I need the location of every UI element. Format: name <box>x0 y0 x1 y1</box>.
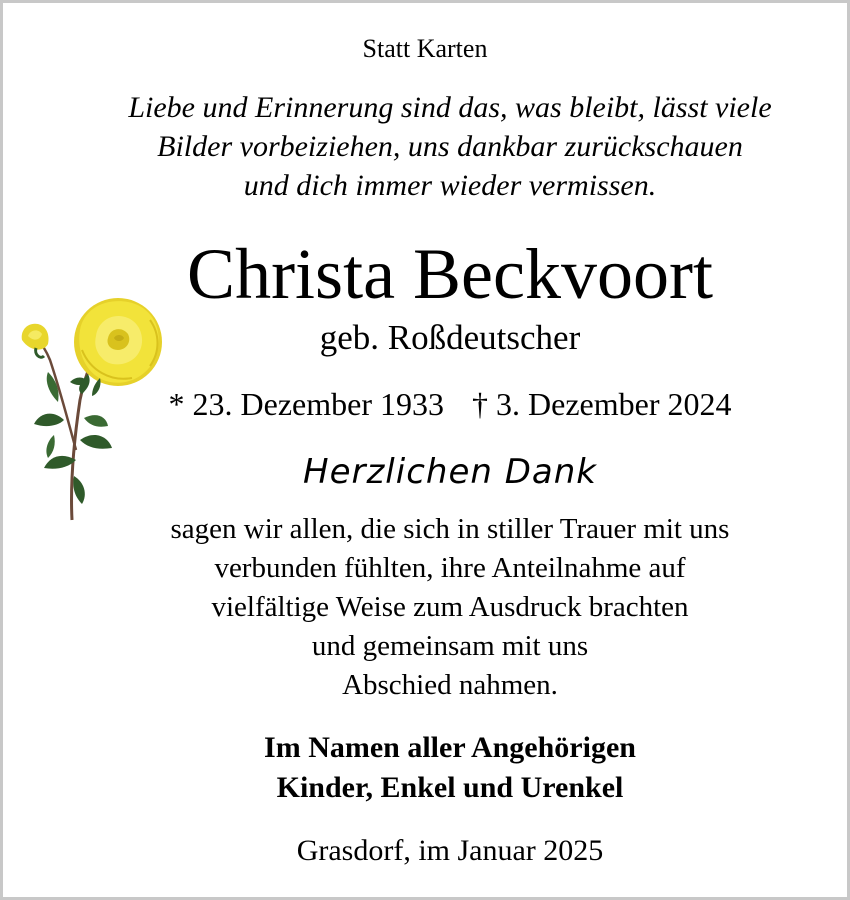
birth-name: geb. Roßdeutscher <box>319 318 581 357</box>
thanks-line: und gemeinsam mit uns <box>311 630 589 662</box>
quote-line: Bilder vorbeiziehen, uns dankbar zurückschauen <box>157 130 743 163</box>
deceased-name: Christa Beckvoort <box>187 234 713 314</box>
yellow-rose-icon <box>10 290 170 535</box>
thanks-title: Herzlichen Dank <box>303 452 597 492</box>
thanks-line: Abschied nahmen. <box>342 669 558 701</box>
signature-line: Im Namen aller Angehörigen <box>264 731 636 764</box>
thanks-line: vielfältige Weise zum Ausdruck brachten <box>211 591 689 623</box>
quote-line: und dich immer wieder vermissen. <box>243 169 657 202</box>
death-date: † 3. Dezember 2024 <box>472 386 732 422</box>
place-date: Grasdorf, im Januar 2025 <box>296 834 604 867</box>
thanks-text <box>25 510 850 705</box>
notice-header: Statt Karten <box>362 34 488 63</box>
signature <box>25 728 850 808</box>
birth-date: * 23. Dezember 1933 <box>168 386 444 422</box>
thanks-line: sagen wir allen, die sich in stiller Trauer mit uns <box>170 513 730 545</box>
memorial-quote <box>25 88 850 205</box>
quote-line: Liebe und Erinnerung sind das, was bleibt, lässt viele <box>128 91 772 124</box>
thanks-line: verbunden fühlten, ihre Anteilnahme auf <box>214 552 686 584</box>
signature-line: Kinder, Enkel und Urenkel <box>276 771 624 804</box>
